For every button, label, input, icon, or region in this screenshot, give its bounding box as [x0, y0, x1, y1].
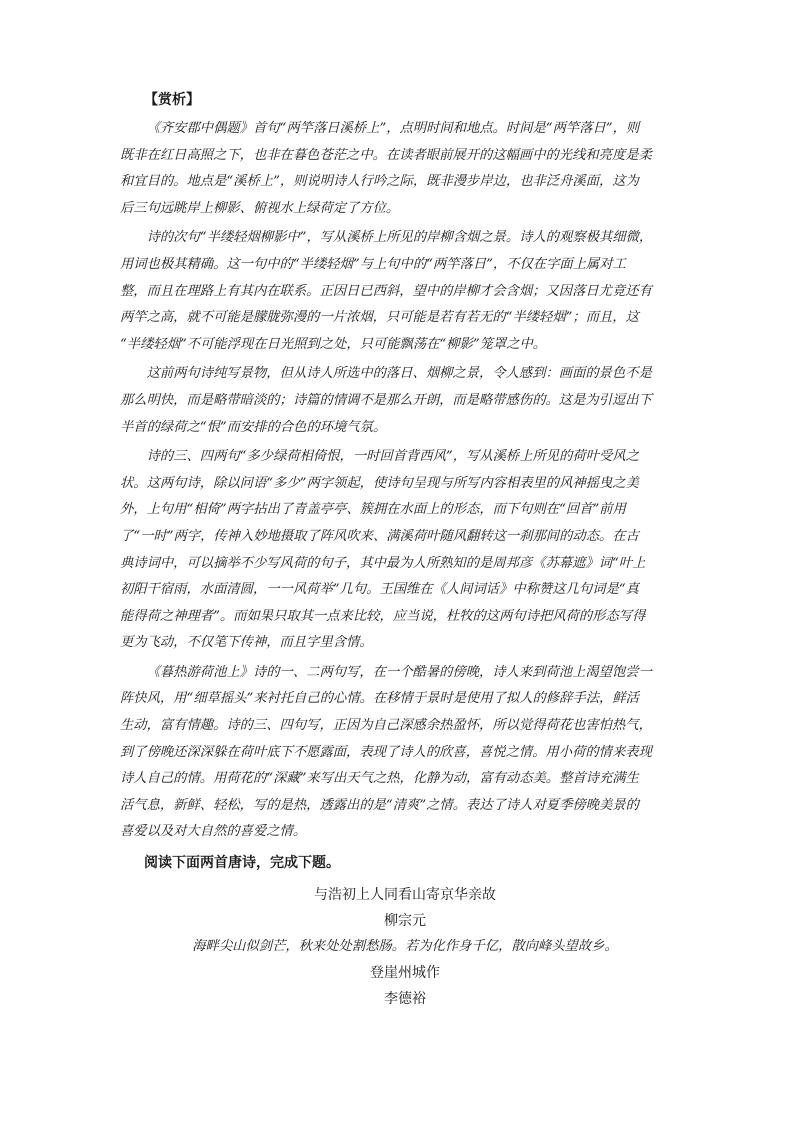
poem2-author: 李德裕 — [384, 991, 426, 1008]
paragraph-line: 后三句远眺岸上柳影、俯视水上绿荷定了方位。 — [120, 200, 400, 216]
paragraph-line: 能得荷之神理者”。而如果只取其一点来比较，应当说，杜牧的这两句诗把风荷的形态写得 — [120, 608, 646, 624]
paragraph-line: 既非在红日高照之下，也非在暮色苍茫之中。在读者眼前展开的这幅画中的光线和亮度是柔 — [120, 147, 652, 163]
paragraph-line: 阵快风，用“细草摇头”来衬托自己的心情。在移情于景时是使用了拟人的修辞手法，鲜活 — [120, 691, 639, 707]
paragraph-line: 《暮热游荷池上》诗的一、二两句写，在一个酷暑的傍晚，诗人来到荷池上渴望饱尝一 — [146, 664, 652, 680]
paragraph-line: 初阳干宿雨，水面清圆，一一风荷举”几句。王国维在《人间词话》中称赞这几句词是“真 — [120, 582, 639, 598]
paragraph-line: 更为飞动，不仅笔下传神，而且字里含情。 — [120, 635, 373, 651]
paragraph-1 — [120, 116, 690, 222]
paragraph-line: 《齐安郡中偶题》首句“两竿落日溪桥上”，点明时间和地点。时间是“两竿落日”，则 — [146, 121, 640, 136]
paragraph-line: 那么明快，而是略带暗淡的；诗篇的情调不是那么开朗，而是略带感伤的。这是为引逗出下 — [120, 392, 652, 408]
paragraph-line: 喜爱以及对大自然的喜爱之情。 — [120, 824, 307, 840]
paragraph-line: 活气息，新鲜、轻松，写的是热，透露出的是“清爽”之情。表达了诗人对夏季傍晚美景的 — [120, 797, 639, 813]
paragraph-line: 用词也极其精确。这一句中的“半缕轻烟”与上句中的“两竿落日”，不仅在字面上属对工 — [120, 256, 626, 272]
paragraph-4 — [120, 444, 690, 657]
paragraph-2 — [120, 225, 690, 358]
section-heading: 【赏析】 — [144, 92, 200, 108]
poem1-text: 海畔尖山似剑芒，秋来处处割愁肠。若为化作身千亿，散向峰头望故乡。 — [192, 939, 618, 955]
paragraph-5 — [120, 660, 690, 846]
paragraph-line: 了“一时”两字，传神入妙地摄取了阵风吹来、满溪荷叶随风翻转这一刹那间的动态。在古 — [120, 528, 639, 544]
paragraph-line: 状。这两句诗，除以问语“多少”两字领起，使诗句呈现与所写内容相表里的风神摇曳之美 — [120, 475, 639, 491]
paragraph-line: 诗的三、四两句“多少绿荷相倚恨，一时回首背西风”，写从溪桥上所见的荷叶受风之 — [146, 449, 639, 465]
paragraph-line: 和宜目的。地点是“溪桥上”，则说明诗人行吟之际，既非漫步岸边，也非泛舟溪面，这为 — [120, 174, 639, 190]
paragraph-line: 诗的次句“半缕轻烟柳影中”，写从溪桥上所见的岸柳含烟之景。诗人的观察极其细微， — [146, 230, 653, 246]
task-instruction: 阅读下面两首唐诗，完成下题。 — [144, 855, 340, 872]
paragraph-line: 整，而且在理路上有其内在联系。正因日已西斜，望中的岸柳才会含烟；又因落日尤竟还有 — [120, 283, 652, 299]
paragraph-line: 生动，富有情趣。诗的三、四句写，正因为自己深感余热盈怀，所以觉得荷花也害怕热气， — [120, 718, 652, 734]
paragraph-line: 两竿之高，就不可能是朦胧弥漫的一片浓烟，只可能是若有若无的“半缕轻烟”；而且，这 — [120, 310, 639, 326]
paragraph-3 — [120, 361, 690, 441]
poem1-author: 柳宗元 — [384, 913, 426, 930]
paragraph-line: “半缕轻烟”不可能浮现在日光照到之处，只可能飘荡在“柳影”笼罩之中。 — [120, 336, 547, 352]
paragraph-line: 到了傍晚还深深躲在荷叶底下不愿露面，表现了诗人的欣喜，喜悦之情。用小荷的情来表现 — [120, 744, 652, 760]
poem2-title: 登崖州城作 — [370, 965, 440, 982]
paragraph-line: 半首的绿荷之“恨”而安排的合色的环境气氛。 — [120, 419, 387, 435]
paragraph-line: 诗人自己的情。用荷花的“深藏”来写出天气之热，化静为动，富有动态美。整首诗充满生 — [120, 771, 639, 787]
document-page — [120, 90, 690, 1012]
paragraph-line: 典诗词中，可以摘举不少写风荷的句子，其中最为人所熟知的是周邦彦《苏幕遮》词“叶上 — [120, 555, 646, 571]
paragraph-line: 外，上句用“相倚”两字拈出了青盖亭亭、簇拥在水面上的形态，而下句则在“回首”前用 — [120, 502, 626, 518]
poem1-title: 与浩初上人同看山寄京华亲故 — [314, 887, 496, 904]
paragraph-line: 这前两句诗纯写景物，但从诗人所选中的落日、烟柳之景，令人感到：画面的景色不是 — [146, 366, 652, 382]
